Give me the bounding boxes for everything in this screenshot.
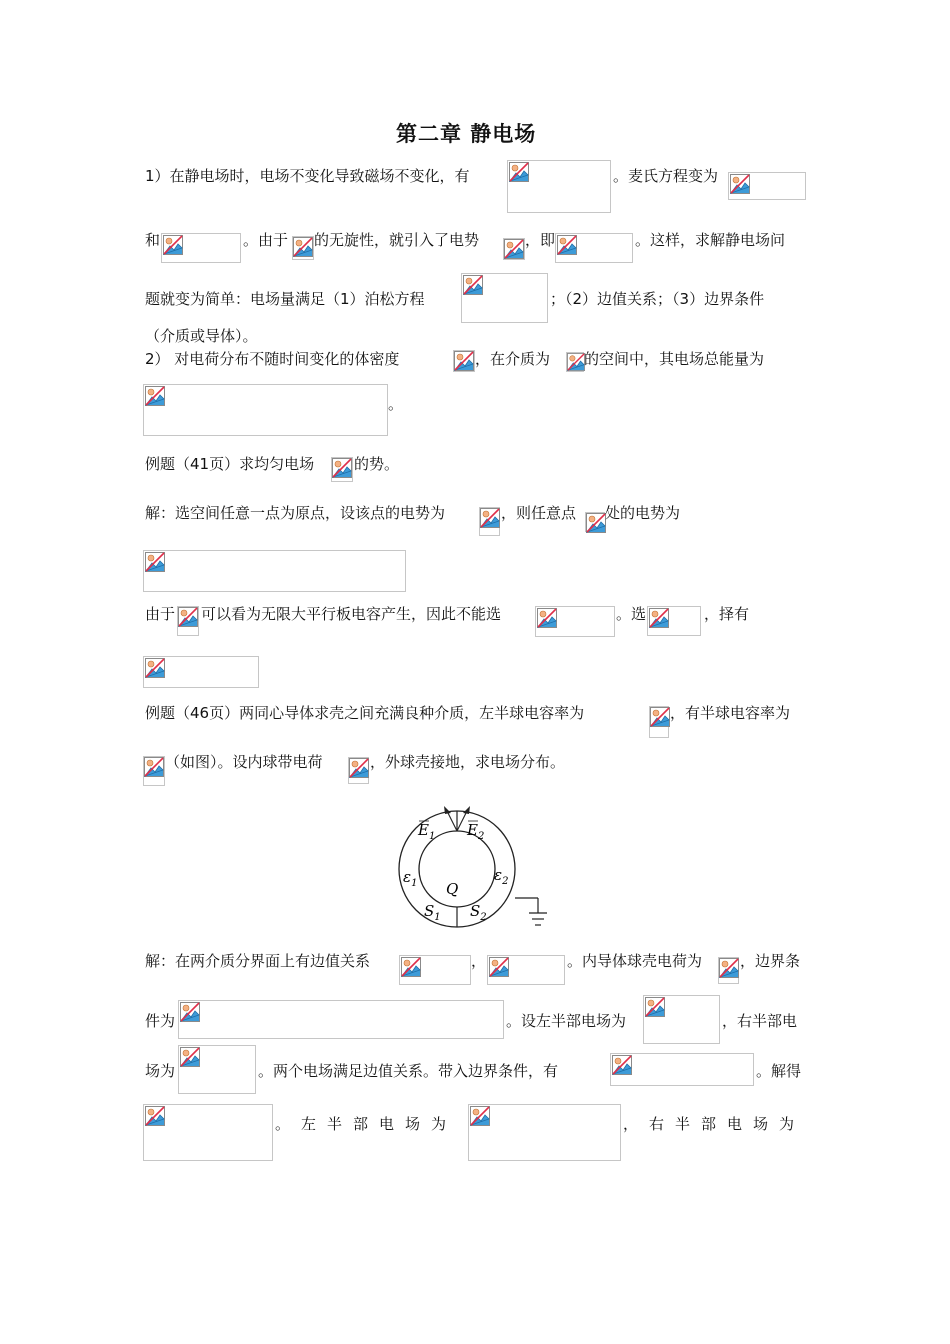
broken-image-icon <box>145 386 165 406</box>
formula-image <box>177 606 199 636</box>
p2-line2-text: 。 <box>388 395 404 413</box>
ex1-solution-text: 解：选空间任意一点为原点，设该点的电势为 <box>145 504 446 522</box>
p1-line4-text: （介质或导体）。 <box>145 327 258 345</box>
label-s2: $S_2$ <box>470 902 487 923</box>
formula-image <box>143 384 388 436</box>
formula-image <box>479 507 500 536</box>
broken-image-icon <box>470 1106 490 1126</box>
ex1-heading2: 的势。 <box>354 455 400 473</box>
formula-image <box>178 1000 504 1039</box>
ex2-sol-line2-text: 件为 <box>145 1012 176 1030</box>
broken-image-icon <box>180 1047 200 1067</box>
broken-image-icon <box>293 237 313 257</box>
label-e1: $E_1$ <box>418 821 436 842</box>
broken-image-icon <box>567 353 585 371</box>
formula-image <box>399 955 471 985</box>
formula-image <box>331 457 353 482</box>
label-eps1: $\varepsilon_1$ <box>403 868 418 889</box>
broken-image-icon <box>586 513 606 533</box>
formula-image <box>503 238 525 260</box>
concentric-spheres-figure <box>390 800 560 935</box>
ex1-solution-text2: ，则任意点 <box>501 504 577 522</box>
ex1-line3-text3: 。选 <box>616 605 647 623</box>
broken-image-icon <box>145 658 165 678</box>
broken-image-icon <box>463 275 483 295</box>
broken-image-icon <box>489 957 509 977</box>
formula-image <box>453 350 475 372</box>
broken-image-icon <box>144 757 164 777</box>
formula-image <box>647 606 701 636</box>
formula-image <box>143 656 259 688</box>
broken-image-icon <box>480 508 500 528</box>
p1-line1-text: 1）在静电场时，电场不变化导致磁场不变化，有 <box>145 167 470 185</box>
p2-line1-text: 2） 对电荷分布不随时间变化的体密度 <box>145 350 400 368</box>
formula-image <box>585 512 605 532</box>
ex2-line2-text: （如图）。设内球带电荷 <box>165 753 323 771</box>
p1-line2-text2: 。由于 <box>243 231 289 249</box>
formula-image <box>718 957 739 984</box>
broken-image-icon <box>454 351 474 371</box>
ex2-heading2: ，有半球电容率为 <box>670 704 791 722</box>
broken-image-icon <box>349 758 369 778</box>
formula-image <box>487 955 565 985</box>
p1-line1-text2: 。麦氏方程变为 <box>613 167 719 185</box>
formula-image <box>728 172 806 200</box>
broken-image-icon <box>537 608 557 628</box>
broken-image-icon <box>649 608 669 628</box>
field-arrow-e1 <box>447 811 457 831</box>
ex2-sol-line4-text: 。左半部电场为 <box>275 1115 458 1133</box>
p1-line3-text: 题就变为简单：电场量满足（1）泊松方程 <box>145 290 425 308</box>
formula-image <box>649 706 669 738</box>
ex1-line3-text2: 可以看为无限大平行板电容产生，因此不能选 <box>201 605 502 623</box>
formula-image <box>535 606 615 637</box>
broken-image-icon <box>719 958 739 978</box>
ex1-line3-text: 由于 <box>145 605 176 623</box>
formula-image <box>143 756 165 786</box>
formula-image <box>348 757 369 784</box>
label-q: Q <box>446 880 459 898</box>
ex2-solution-text2: ， <box>471 952 487 970</box>
formula-image <box>143 550 406 592</box>
p1-line3-text2: ；（2）边值关系；（3）边界条件 <box>550 290 765 308</box>
label-eps2: $\varepsilon_2$ <box>494 866 509 887</box>
broken-image-icon <box>557 235 577 255</box>
arrowhead-e2 <box>463 806 470 814</box>
broken-image-icon <box>332 458 352 478</box>
label-e2: $E_2$ <box>467 821 485 842</box>
formula-image <box>461 273 548 323</box>
formula-image <box>555 233 633 263</box>
p1-line2-text4: ，即 <box>525 231 556 249</box>
ex2-sol-line2-text3: ，右半部电 <box>722 1012 798 1030</box>
ex2-sol-line3-text2: 。两个电场满足边值关系。带入边界条件，有 <box>258 1062 559 1080</box>
ex2-solution-text3: 。内导体球壳电荷为 <box>567 952 703 970</box>
formula-image <box>610 1053 754 1086</box>
broken-image-icon <box>509 162 529 182</box>
page-title: 第二章 静电场 <box>396 122 537 146</box>
broken-image-icon <box>650 707 670 727</box>
ex2-sol-line3-text: 场为 <box>145 1062 176 1080</box>
broken-image-icon <box>730 174 750 194</box>
broken-image-icon <box>145 1106 165 1126</box>
formula-image <box>468 1104 621 1161</box>
broken-image-icon <box>163 235 183 255</box>
p2-line1-text3: 的空间中，其电场总能量为 <box>584 350 765 368</box>
formula-image <box>643 995 720 1044</box>
broken-image-icon <box>612 1055 632 1075</box>
ex2-solution-text4: ，边界条 <box>740 952 801 970</box>
formula-image <box>566 352 584 372</box>
ex1-heading: 例题（41页）求均匀电场 <box>145 455 315 473</box>
broken-image-icon <box>645 997 665 1017</box>
p2-line1-text2: ，在介质为 <box>475 350 551 368</box>
ex2-line2-text2: ，外球壳接地，求电场分布。 <box>370 753 566 771</box>
broken-image-icon <box>504 239 524 259</box>
broken-image-icon <box>178 607 198 627</box>
arrowhead-e1 <box>444 806 451 814</box>
ex2-sol-line2-text2: 。设左半部电场为 <box>506 1012 627 1030</box>
formula-image <box>161 233 241 263</box>
ex2-heading: 例题（46页）两同心导体求壳之间充满良种介质，左半球电容率为 <box>145 704 585 722</box>
ex2-sol-line4-text2: ，右半部电场为 <box>623 1115 806 1133</box>
formula-image <box>507 160 611 213</box>
broken-image-icon <box>145 552 165 572</box>
ex2-sol-line3-text3: 。解得 <box>756 1062 802 1080</box>
formula-image <box>292 236 314 260</box>
ex1-line3-text4: ，择有 <box>704 605 750 623</box>
formula-image <box>143 1104 273 1161</box>
formula-image <box>178 1045 256 1094</box>
p1-line2-text5: 。这样，求解静电场问 <box>635 231 786 249</box>
p1-line2-text3: 的无旋性，就引入了电势 <box>314 231 480 249</box>
p1-line2-text: 和 <box>145 231 161 249</box>
broken-image-icon <box>180 1002 200 1022</box>
broken-image-icon <box>401 957 421 977</box>
ex2-solution-text: 解：在两介质分界面上有边值关系 <box>145 952 371 970</box>
ex1-solution-text3: 处的电势为 <box>605 504 681 522</box>
field-arrow-e2 <box>457 811 467 831</box>
label-s1: $S_1$ <box>424 902 441 923</box>
